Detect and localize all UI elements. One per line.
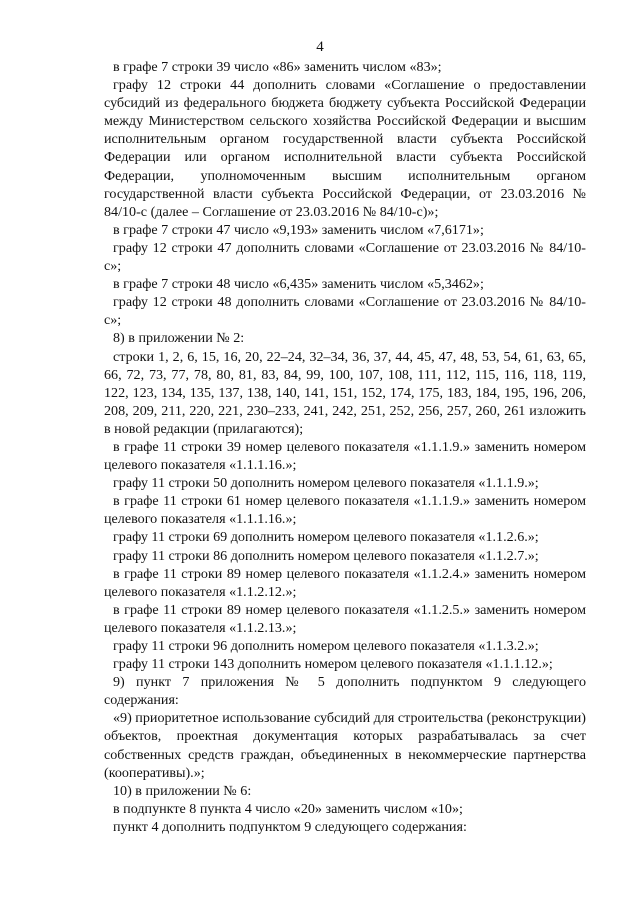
paragraph-3: в графе 7 строки 47 число «9,193» заменить числом «7,6171»; <box>113 221 484 238</box>
paragraph-15: в графе 11 строки 89 номер целевого показателя «1.1.2.5.» заменить номером целевого показателя «1.1.2.13.»; <box>104 601 586 636</box>
paragraph-19: «9) приоритетное использование субсидий для строительства (реконструкции) объектов, проектная документация которых разрабатывалась за счет собственных средств граждан, объединенных в некоммерческие партнерства (кооперативы).»; <box>104 710 587 781</box>
paragraph-8: строки 1, 2, 6, 15, 16, 20, 22–24, 32–34, 36, 37, 44, 45, 47, 48, 53, 54, 61, 63, 65, 66, 72, 73, 77, 78, 80, 81, 83, 84, 99, 100, 107, 108, 111, 112, 115, 116, 118, 119, 122, 123, 134, 135, 137, 138, 140, 141, 151, 152, 174, 175, 183, 184, 195, 196, 206, 208, 209, 211, 220, 221, 230–233, 241, 242, 251, 252, 256, 257, 260, 261 изложить в новой редакции (прилагаются); <box>104 348 586 437</box>
paragraph-13: графу 11 строки 86 дополнить номером целевого показателя «1.1.2.7.»; <box>113 547 539 564</box>
paragraph-6: графу 12 строки 48 дополнить словами «Соглашение от 23.03.2016 № 84/10-с»; <box>104 294 586 329</box>
paragraph-5: в графе 7 строки 48 число «6,435» заменить числом «5,3462»; <box>113 276 484 293</box>
paragraph-1: в графе 7 строки 39 число «86» заменить числом «83»; <box>113 59 442 75</box>
paragraph-20: 10) в приложении № 6: <box>113 782 252 799</box>
paragraph-11: в графе 11 строки 61 номер целевого показателя «1.1.1.9.» заменить номером целевого показателя «1.1.1.16.»; <box>104 493 586 528</box>
page-number: 4 <box>316 39 324 55</box>
paragraph-2: графу 12 строки 44 дополнить словами «Соглашение о предоставлении субсидий из федерального бюджета бюджету субъекта Российской Федерации между Министерством сельского хозяйства Российской Федерации и высшим исполнительным органом государственной власти субъекта Российской Федерации или органом исполнительной власти субъекта Российской Федерации, уполномоченным высшим исполнительным органом государственной власти субъекта Российской Федерации, от 23.03.2016 № 84/10-с (далее – Соглашение от 23.03.2016 № 84/10-с)»; <box>104 77 586 220</box>
paragraph-12: графу 11 строки 69 дополнить номером целевого показателя «1.1.2.6.»; <box>113 529 539 546</box>
paragraph-21: в подпункте 8 пункта 4 число «20» заменить числом «10»; <box>113 800 463 817</box>
document-body <box>104 58 586 836</box>
paragraph-9: в графе 11 строки 39 номер целевого показателя «1.1.1.9.» заменить номером целевого показателя «1.1.1.16.»; <box>104 438 586 474</box>
paragraph-16: графу 11 строки 96 дополнить номером целевого показателя «1.1.3.2.»; <box>113 638 539 654</box>
paragraph-4: графу 12 строки 47 дополнить словами «Соглашение от 23.03.2016 № 84/10-с»; <box>104 239 586 275</box>
paragraph-22: пункт 4 дополнить подпунктом 9 следующего содержания: <box>113 818 467 835</box>
paragraph-18: 9) пункт 7 приложения № 5 дополнить подпунктом 9 следующего содержания: <box>104 674 586 709</box>
paragraph-17: графу 11 строки 143 дополнить номером целевого показателя «1.1.1.12.»; <box>113 656 553 673</box>
paragraph-14: в графе 11 строки 89 номер целевого показателя «1.1.2.4.» заменить номером целевого показателя «1.1.2.12.»; <box>104 565 586 600</box>
paragraph-7: 8) в приложении № 2: <box>113 330 245 347</box>
paragraph-10: графу 11 строки 50 дополнить номером целевого показателя «1.1.1.9.»; <box>113 475 539 492</box>
